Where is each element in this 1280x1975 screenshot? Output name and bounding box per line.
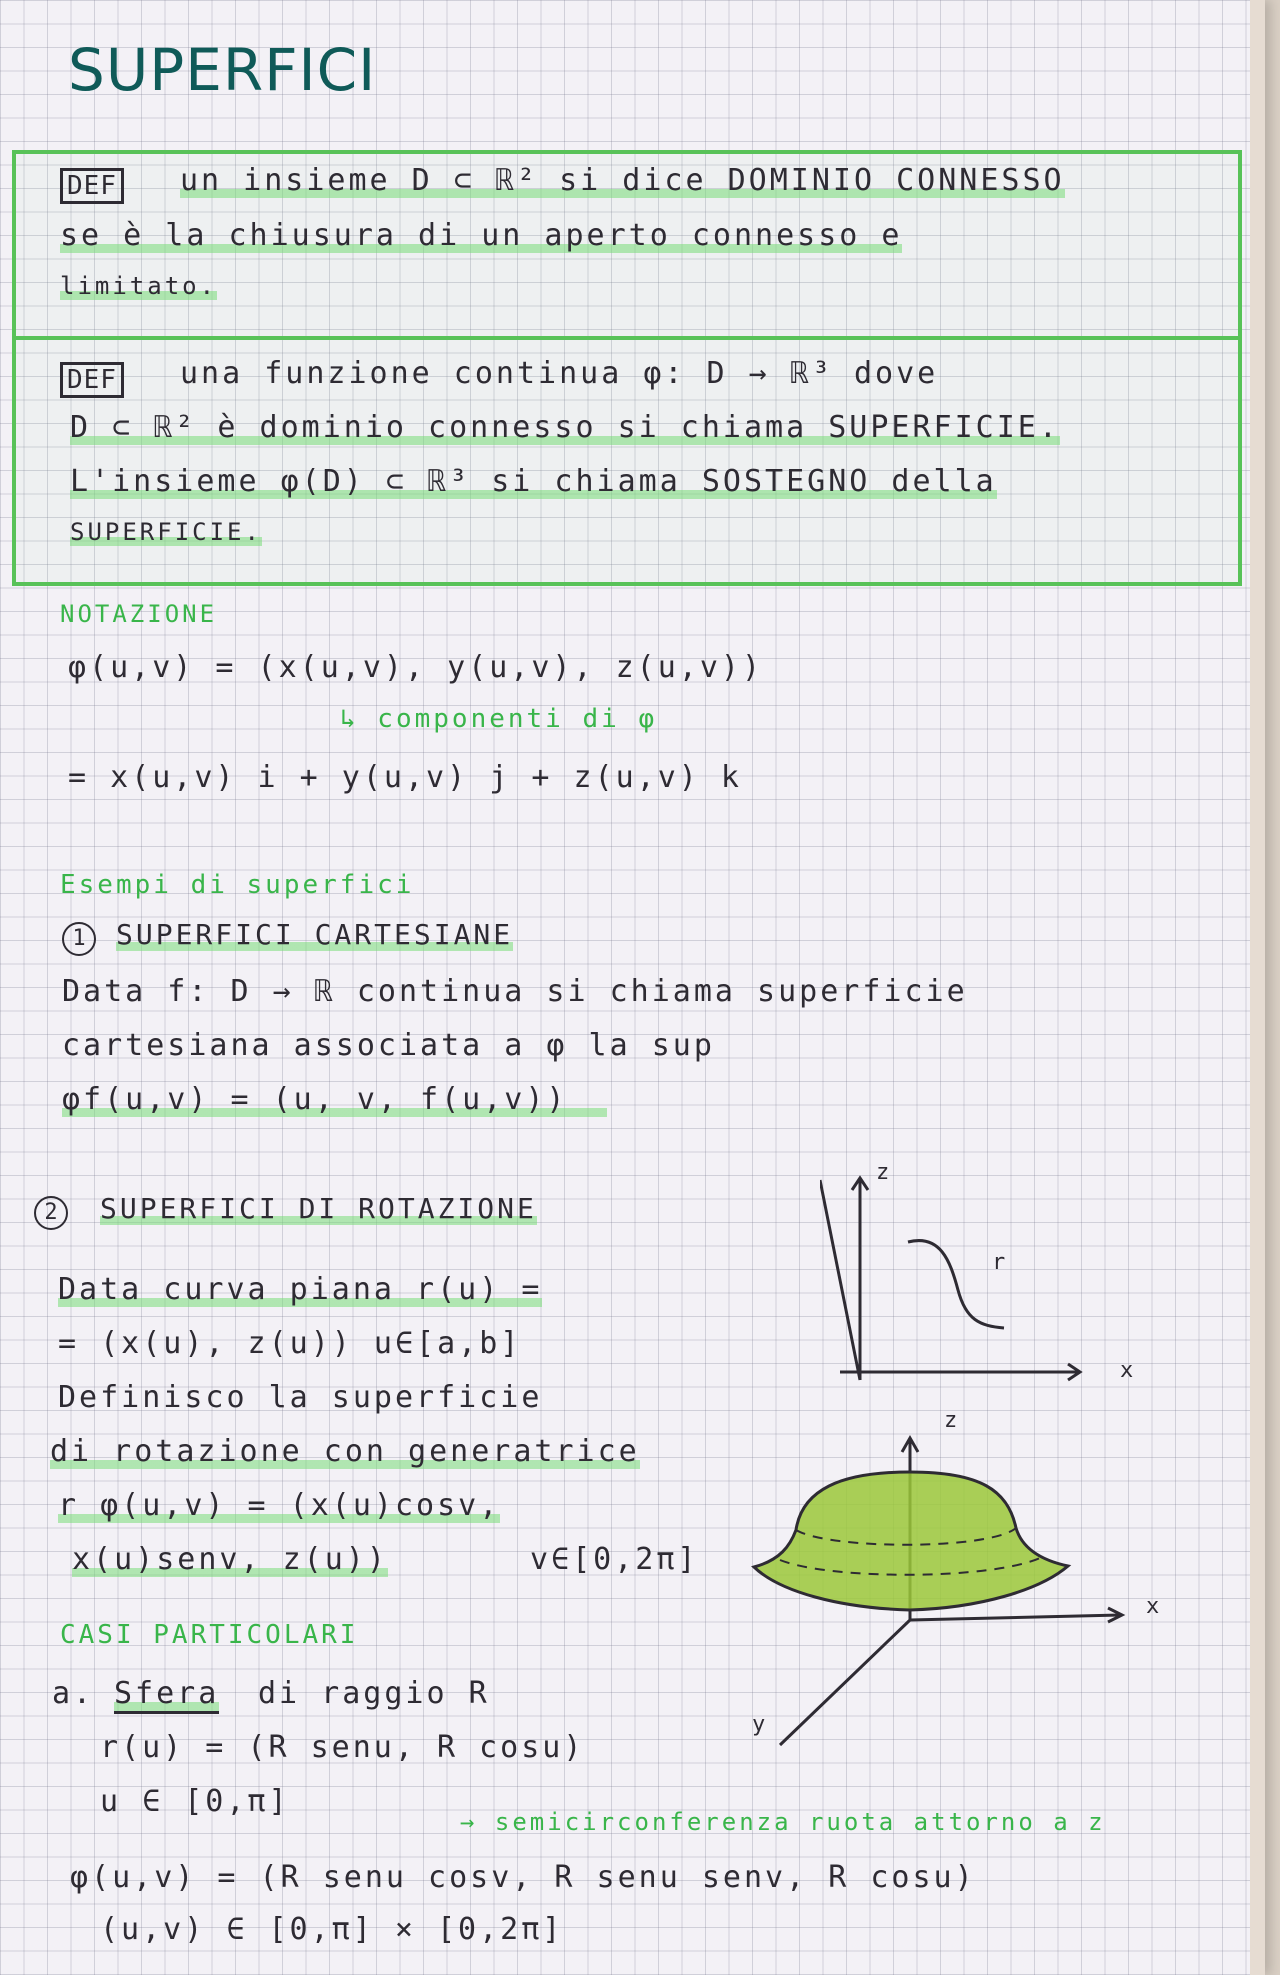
def2-line2: D ⊂ ℝ² è dominio connesso si chiama SUPERFICIE. (70, 410, 1060, 445)
example-2-title: SUPERFICI DI ROTAZIONE (100, 1192, 537, 1225)
example-1-title: SUPERFICI CARTESIANE (116, 918, 514, 951)
special-cases-heading: CASI PARTICOLARI (60, 1620, 359, 1650)
example-2-line6b: v∈[0,2π] (530, 1542, 699, 1577)
def2-line4: SUPERFICIE. (70, 518, 262, 546)
figure2-z-label: z (944, 1408, 958, 1433)
sphere-line1: r(u) = (R senu, R cosu) (100, 1730, 585, 1765)
notation-arrow-note: ↳ componenti di φ (340, 704, 658, 734)
curve-r (908, 1241, 1004, 1328)
example-2-line6: x(u)senv, z(u)) (72, 1542, 388, 1577)
case-a-title: Sfera (114, 1676, 219, 1714)
example-2-line5: r φ(u,v) = (x(u)cosv, (58, 1488, 501, 1523)
curve-figure (820, 1150, 1140, 1410)
figure1-z-label: z (876, 1160, 890, 1185)
example-1-line1: Data f: D → ℝ continua si chiama superficie (62, 974, 968, 1009)
notation-eq2: = x(u,v) i + y(u,v) j + z(u,v) k (68, 760, 742, 795)
case-a-rest: di raggio R (258, 1676, 490, 1711)
notation-heading: NOTAZIONE (60, 600, 218, 628)
def1-line3: limitato. (60, 272, 218, 300)
case-a-label: a. (52, 1676, 95, 1711)
surface-shape (754, 1472, 1068, 1610)
figure2-x-label: x (1146, 1594, 1160, 1619)
examples-heading: Esempi di superfici (60, 870, 415, 900)
y-axis-3d (780, 1620, 910, 1745)
def-tag-2: DEF (60, 362, 124, 398)
sphere-line4: (u,v) ∈ [0,π] × [0,2π] (100, 1912, 564, 1947)
page-title: SUPERFICI (68, 36, 377, 104)
page-edge (1250, 0, 1265, 1975)
figure1-x-label: x (1120, 1358, 1134, 1383)
def-tag-1: DEF (60, 168, 124, 204)
x-axis-3d (910, 1615, 1120, 1620)
def2-line3: L'insieme φ(D) ⊂ ℝ³ si chiama SOSTEGNO della (70, 464, 997, 499)
sphere-arrow-note: → semicirconferenza ruota attorno a z (460, 1808, 1106, 1836)
notation-eq1: φ(u,v) = (x(u,v), y(u,v), z(u,v)) (68, 650, 764, 685)
sphere-line2: u ∈ [0,π] (100, 1784, 290, 1819)
figure2-y-label: y (752, 1712, 766, 1737)
example-1-line3: φf(u,v) = (u, v, f(u,v)) (62, 1082, 607, 1117)
def1-line1: un insieme D ⊂ ℝ² si dice DOMINIO CONNESSO (180, 163, 1065, 198)
example-2-number: 2 (34, 1196, 68, 1230)
example-1-number: 1 (62, 922, 96, 956)
example-2-line3: Definisco la superficie (58, 1380, 543, 1415)
example-2-line4: di rotazione con generatrice (50, 1434, 640, 1469)
example-2-line2: = (x(u), z(u)) u∈[a,b] (58, 1326, 522, 1361)
surface-figure (740, 1420, 1180, 1770)
sphere-line3: φ(u,v) = (R senu cosv, R senu senv, R cosu) (70, 1860, 976, 1895)
example-2-line1: Data curva piana r(u) = (58, 1272, 543, 1307)
z-axis (820, 1180, 860, 1380)
def1-line2: se è la chiusura di un aperto connesso e (60, 218, 903, 253)
example-1-line2: cartesiana associata a φ la sup (62, 1028, 715, 1063)
def2-line1: una funzione continua φ: D → ℝ³ dove (180, 356, 939, 391)
figure1-curve-label: r (992, 1250, 1006, 1275)
